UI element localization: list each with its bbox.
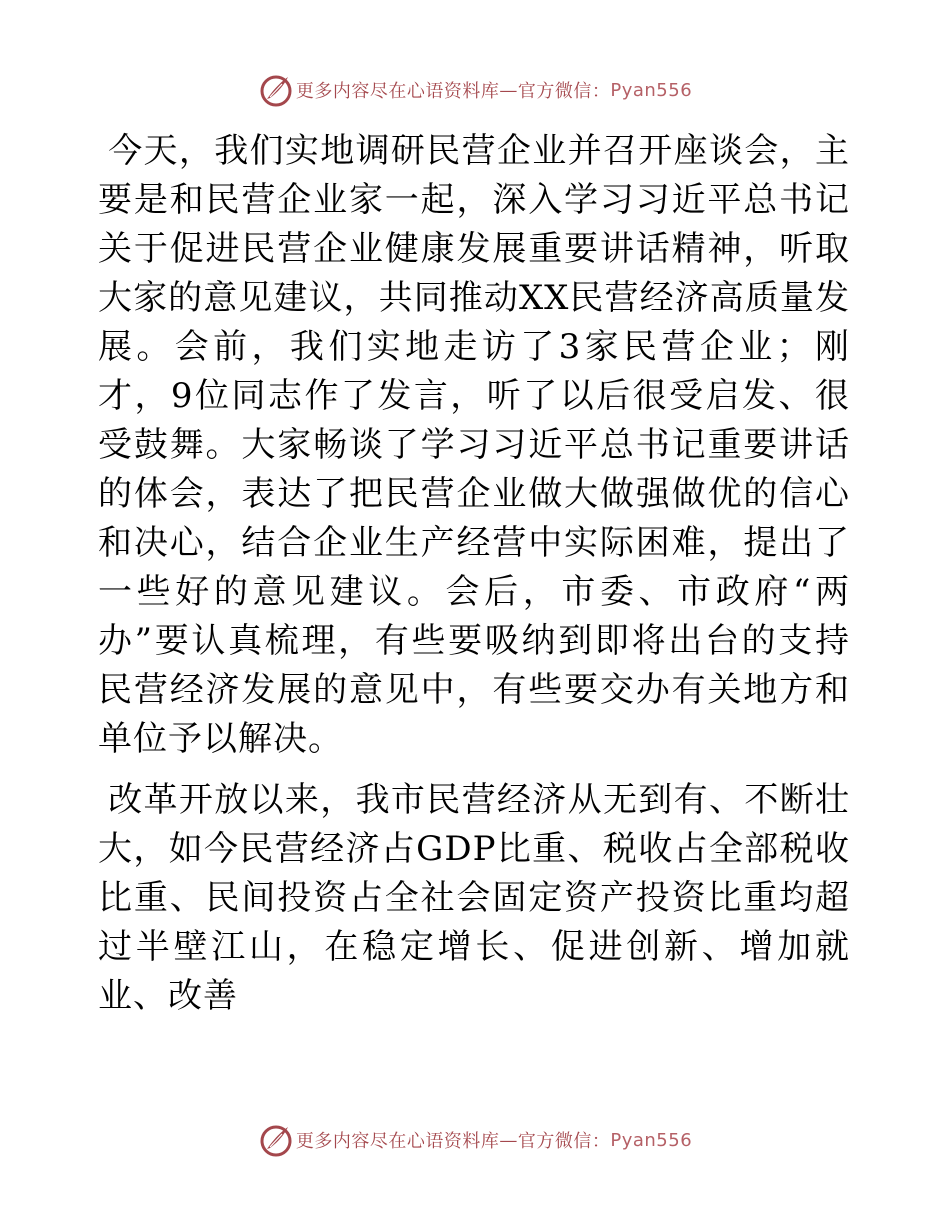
- feather-pen-in-circle-icon: [258, 1122, 294, 1158]
- watermark-wechat-label: 官方微信：: [517, 81, 611, 102]
- watermark-brand-text: 更多内容尽在心语资料库: [295, 1131, 500, 1152]
- watermark-wechat-id: Pyan556: [610, 1129, 693, 1151]
- watermark-separator: —: [499, 1129, 518, 1151]
- header-watermark: [0, 72, 950, 108]
- paragraph-2: 改革开放以来，我市民营经济从无到有、不断壮大，如今民营经济占GDP比重、税收占全部税收比重、民间投资占全社会固定资产投资比重均超过半壁江山，在稳定增长、促进创新、增加就业、改善: [98, 780, 850, 1016]
- footer-watermark: [0, 1122, 950, 1158]
- body-text: [98, 127, 850, 1021]
- watermark-brand-text: 更多内容尽在心语资料库: [295, 81, 500, 102]
- watermark-separator: —: [499, 79, 518, 101]
- paragraph-1: 今天，我们实地调研民营企业并召开座谈会，主要是和民营企业家一起，深入学习习近平总书记关于促进民营企业健康发展重要讲话精神，听取大家的意见建议，共同推动XX民营经济高质量发展。会前，我们实地走访了3家民营企业；刚才，9位同志作了发言，听了以后很受启发、很受鼓舞。大家畅谈了学习习近平总书记重要讲话的体会，表达了把民营企业做大做强做优的信心和决心，结合企业生产经营中实际困难，提出了一些好的意见建议。会后，市委、市政府“两办”要认真梳理，有些要吸纳到即将出台的支持民营经济发展的意见中，有些要交办有关地方和单位予以解决。: [98, 131, 850, 759]
- watermark-wechat-id: Pyan556: [610, 79, 693, 101]
- feather-pen-in-circle-icon: [258, 72, 294, 108]
- watermark-wechat-label: 官方微信：: [517, 1131, 611, 1152]
